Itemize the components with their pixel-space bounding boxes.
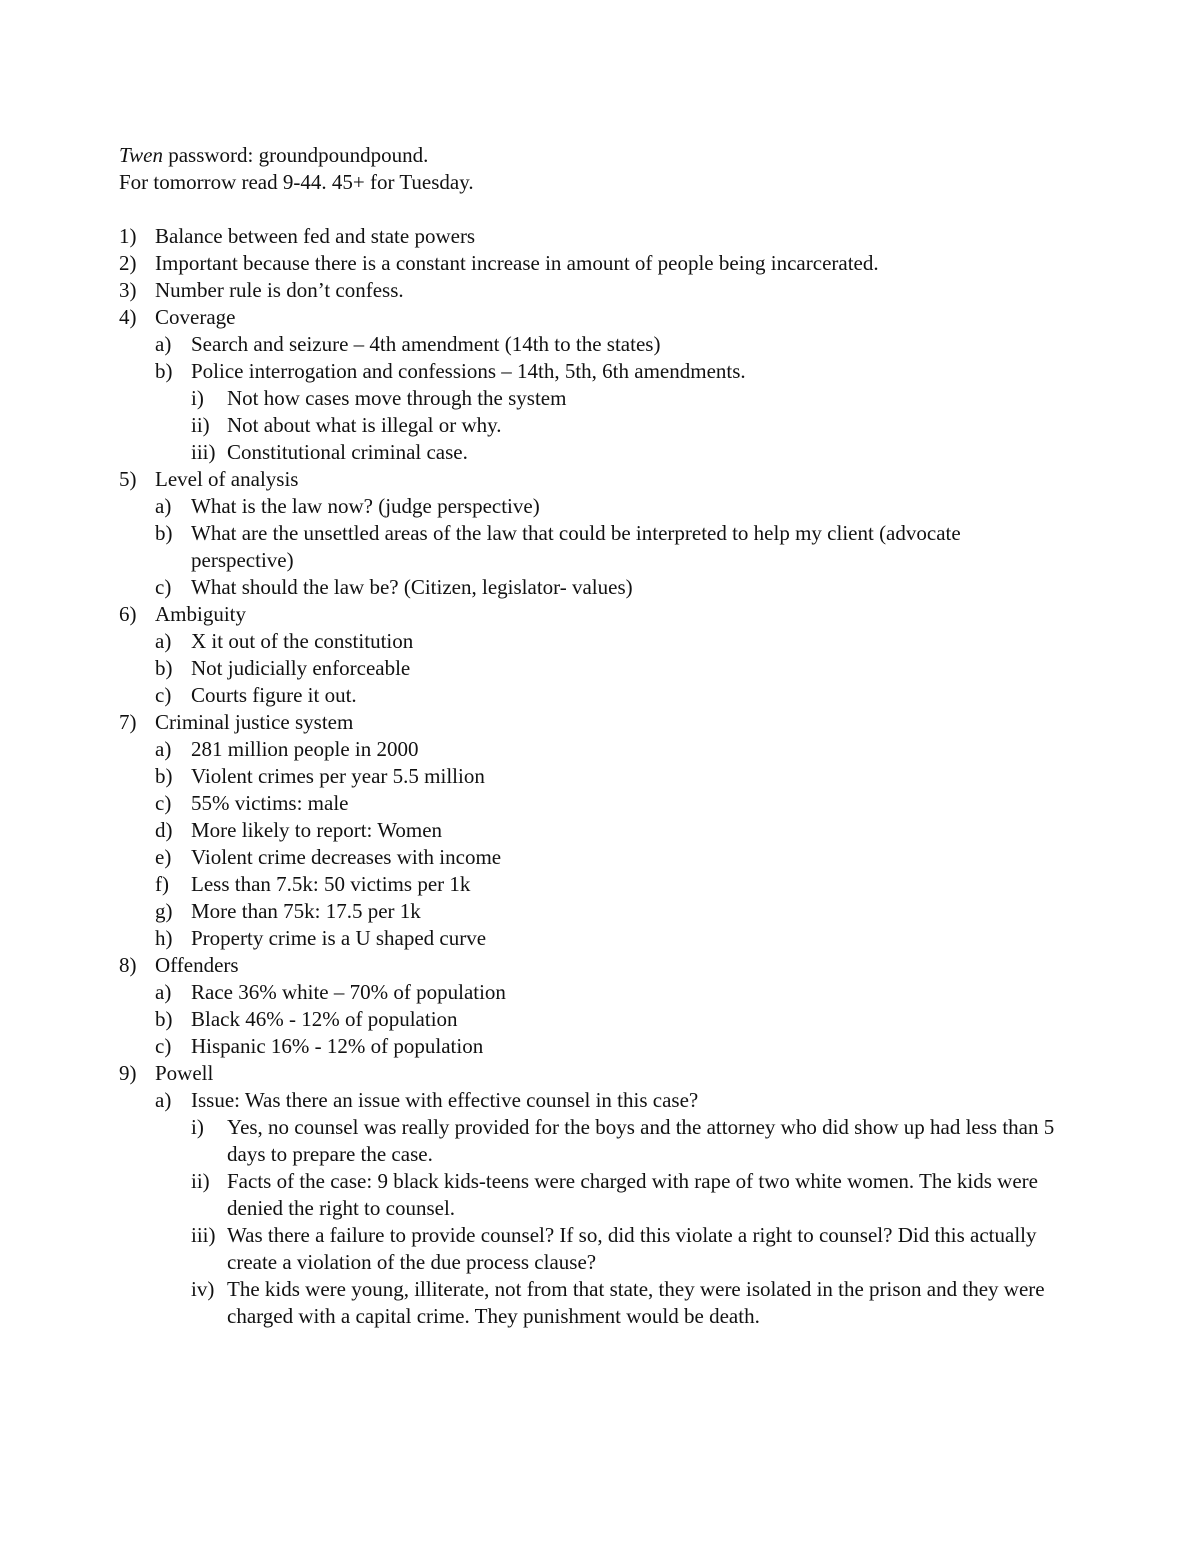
outline-item-level-1 <box>0 223 1200 250</box>
outline-item-label: i) <box>191 1115 204 1139</box>
outline-item-text: Issue: Was there an issue with effective counsel in this case? <box>191 1088 699 1112</box>
outline-item-text: Powell <box>155 1061 214 1085</box>
outline-item-text: Was there a failure to provide counsel? If so, did this violate a right to counsel? Did this actually create a violation of the due process clause? <box>227 1223 1037 1274</box>
outline-item-label: 6) <box>119 602 137 626</box>
outline-item-text: The kids were young, illiterate, not from that state, they were isolated in the prison and they were charged with a capital crime. They punishment would be death. <box>227 1277 1045 1328</box>
outline-item-level-2 <box>0 1087 1200 1114</box>
outline-item-text: Courts figure it out. <box>191 683 357 707</box>
outline-item-label: iii) <box>191 440 216 464</box>
outline-item-label: a) <box>155 494 172 518</box>
outline-item-level-1 <box>0 250 1200 277</box>
outline-item-level-2 <box>0 358 1200 385</box>
outline-item-level-2 <box>0 844 1200 871</box>
outline-item-text: Violent crime decreases with income <box>191 845 502 869</box>
outline-item-label: h) <box>155 926 173 950</box>
outline-item-text: What are the unsettled areas of the law that could be interpreted to help my client (advocate perspective) <box>191 521 961 572</box>
password-line <box>119 142 474 169</box>
outline-item-label: c) <box>155 791 172 815</box>
outline-item-label: i) <box>191 386 204 410</box>
outline-item-label: a) <box>155 737 172 761</box>
outline-item-level-1 <box>0 952 1200 979</box>
outline-item-level-2 <box>0 331 1200 358</box>
outline-item-text: Coverage <box>155 305 236 329</box>
outline-item-level-3 <box>0 1276 1200 1330</box>
outline-list <box>0 223 1200 1330</box>
outline-item-label: ii) <box>191 1169 210 1193</box>
outline-item-level-3 <box>0 439 1200 466</box>
outline-item-label: d) <box>155 818 173 842</box>
outline-item-level-2 <box>0 925 1200 952</box>
outline-item-level-2 <box>0 790 1200 817</box>
outline-item-level-2 <box>0 574 1200 601</box>
outline-item-text: Yes, no counsel was really provided for the boys and the attorney who did show up had less than 5 days to prepare the case. <box>227 1115 1055 1166</box>
outline-item-level-2 <box>0 979 1200 1006</box>
outline-item-text: Ambiguity <box>155 602 247 626</box>
outline-item-text: Police interrogation and confessions – 14th, 5th, 6th amendments. <box>191 359 746 383</box>
outline-item-text: Not judicially enforceable <box>191 656 411 680</box>
outline-item-label: b) <box>155 656 173 680</box>
outline-item-text: X it out of the constitution <box>191 629 414 653</box>
outline-item-label: 4) <box>119 305 137 329</box>
outline-item-text: Violent crimes per year 5.5 million <box>191 764 485 788</box>
outline-item-level-2 <box>0 493 1200 520</box>
outline-item-text: Offenders <box>155 953 239 977</box>
outline-item-label: b) <box>155 521 173 545</box>
password-text: password: groundpoundpound. <box>162 143 429 167</box>
outline-item-level-2 <box>0 871 1200 898</box>
outline-item-label: 2) <box>119 251 137 275</box>
outline-item-text: More than 75k: 17.5 per 1k <box>191 899 421 923</box>
outline-item-label: 9) <box>119 1061 137 1085</box>
outline-item-level-2 <box>0 1033 1200 1060</box>
outline-item-text: Hispanic 16% - 12% of population <box>191 1034 484 1058</box>
outline-item-label: iv) <box>191 1277 215 1301</box>
outline-item-text: Search and seizure – 4th amendment (14th to the states) <box>191 332 661 356</box>
outline-item-text: Important because there is a constant increase in amount of people being incarcerated. <box>155 251 879 275</box>
outline-item-level-2 <box>0 898 1200 925</box>
outline-item-level-3 <box>0 412 1200 439</box>
outline-item-text: More likely to report: Women <box>191 818 443 842</box>
outline-item-label: 8) <box>119 953 137 977</box>
outline-item-level-2 <box>0 817 1200 844</box>
header-notes <box>119 142 474 196</box>
outline-item-level-2 <box>0 736 1200 763</box>
outline-item-level-3 <box>0 385 1200 412</box>
outline-item-label: b) <box>155 764 173 788</box>
outline-item-text: Level of analysis <box>155 467 299 491</box>
outline-item-text: What is the law now? (judge perspective) <box>191 494 540 518</box>
outline-item-label: 3) <box>119 278 137 302</box>
outline-item-text: Not how cases move through the system <box>227 386 567 410</box>
outline-item-text: What should the law be? (Citizen, legislator- values) <box>191 575 633 599</box>
outline-item-text: 281 million people in 2000 <box>191 737 419 761</box>
outline-item-label: a) <box>155 980 172 1004</box>
outline-item-text: Constitutional criminal case. <box>227 440 468 464</box>
outline-item-label: 1) <box>119 224 137 248</box>
outline-item-level-2 <box>0 628 1200 655</box>
outline-item-text: Balance between fed and state powers <box>155 224 476 248</box>
outline-item-label: b) <box>155 1007 173 1031</box>
outline-item-level-2 <box>0 655 1200 682</box>
outline-item-level-1 <box>0 709 1200 736</box>
outline-item-level-2 <box>0 682 1200 709</box>
outline-item-level-2 <box>0 1006 1200 1033</box>
outline-item-level-1 <box>0 277 1200 304</box>
outline-item-label: c) <box>155 575 172 599</box>
outline-item-label: a) <box>155 1088 172 1112</box>
outline-item-text: 55% victims: male <box>191 791 349 815</box>
outline-item-text: Not about what is illegal or why. <box>227 413 502 437</box>
outline-item-text: Black 46% - 12% of population <box>191 1007 458 1031</box>
outline-item-label: c) <box>155 1034 172 1058</box>
outline-item-label: iii) <box>191 1223 216 1247</box>
outline-item-text: Property crime is a U shaped curve <box>191 926 487 950</box>
outline-item-level-3 <box>0 1168 1200 1222</box>
outline-item-label: 7) <box>119 710 137 734</box>
outline-item-text: Less than 7.5k: 50 victims per 1k <box>191 872 471 896</box>
outline-item-level-2 <box>0 763 1200 790</box>
outline-item-text: Criminal justice system <box>155 710 354 734</box>
password-label-italic: Twen <box>119 143 163 167</box>
outline-item-level-1 <box>0 601 1200 628</box>
outline-item-label: e) <box>155 845 172 869</box>
outline-item-text: Race 36% white – 70% of population <box>191 980 506 1004</box>
outline-item-level-3 <box>0 1114 1200 1168</box>
outline-item-level-1 <box>0 466 1200 493</box>
outline-item-text: Facts of the case: 9 black kids-teens were charged with rape of two white women. The kids were denied the right to counsel. <box>227 1169 1038 1220</box>
outline-item-label: b) <box>155 359 173 383</box>
outline-item-label: c) <box>155 683 172 707</box>
reading-assignment-line: For tomorrow read 9-44. 45+ for Tuesday. <box>119 170 474 194</box>
outline-item-level-1 <box>0 304 1200 331</box>
outline-item-text: Number rule is don’t confess. <box>155 278 404 302</box>
outline-item-level-3 <box>0 1222 1200 1276</box>
outline-item-label: f) <box>155 872 169 896</box>
outline-item-label: ii) <box>191 413 210 437</box>
outline-item-label: a) <box>155 629 172 653</box>
outline-item-label: 5) <box>119 467 137 491</box>
outline-item-level-1 <box>0 1060 1200 1087</box>
outline-item-label: a) <box>155 332 172 356</box>
outline-item-level-2 <box>0 520 1200 574</box>
outline-item-label: g) <box>155 899 173 923</box>
